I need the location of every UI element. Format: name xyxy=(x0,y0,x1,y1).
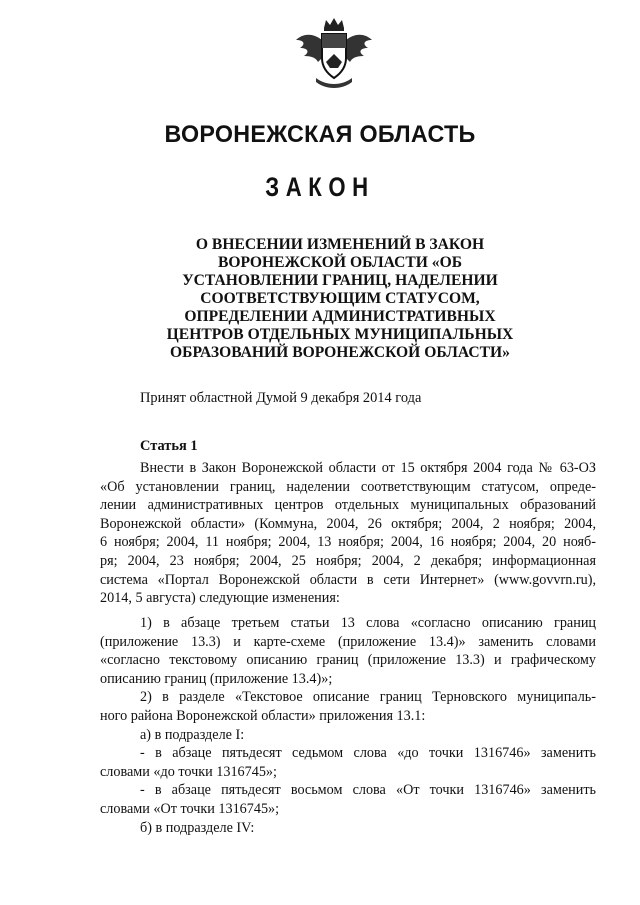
text-line: Воронежской области» (Коммуна, 2004, 26 октября; 2004, 2 ноября; 2004, xyxy=(100,515,596,532)
law-heading: ЗАКОН xyxy=(265,172,375,202)
law-title xyxy=(120,236,560,362)
text-line: система «Портал Воронежской области в сети Интернет» (www.govvrn.ru), xyxy=(100,571,596,588)
text-line: - в абзаце пятьдесят восьмом слова «От точки 1316746» заменить xyxy=(140,782,596,799)
text-line: Внести в Закон Воронежской области от 15 октября 2004 года № 63-ОЗ xyxy=(140,460,596,476)
region-heading: ВОРОНЕЖСКАЯ ОБЛАСТЬ xyxy=(164,121,476,148)
law-title-line: ЦЕНТРОВ ОТДЕЛЬНЫХ МУНИЦИПАЛЬНЫХ xyxy=(166,326,514,343)
text-line: «согласно текстовому описанию границ (приложение 13.3) и графическому xyxy=(100,652,596,669)
article-intro-paragraph xyxy=(100,459,596,608)
text-line: (приложение 13.3) и карте-схеме (приложение 13.4)» заменить словами xyxy=(100,633,596,650)
law-title-line: ОПРЕДЕЛЕНИИ АДМИНИСТРАТИВНЫХ xyxy=(184,308,496,325)
text-line: б) в подразделе IV: xyxy=(140,819,255,836)
text-line: «Об установлении границ, наделении соответствующим статусом, опреде- xyxy=(100,478,596,495)
text-line: 6 ноября; 2004, 11 ноября; 2004, 13 ноября; 2004, 16 ноября; 2004, 20 нояб- xyxy=(100,534,596,551)
text-line: - в абзаце пятьдесят седьмом слова «до точки 1316746» заменить xyxy=(140,745,596,762)
text-line: ря; 2004, 23 ноября; 2004, 25 ноября; 2004, 2 декабря; информационная xyxy=(100,552,596,569)
law-title-line: ВОРОНЕЖСКОЙ ОБЛАСТИ «ОБ xyxy=(217,254,463,271)
law-title-line: ОБРАЗОВАНИЙ ВОРОНЕЖСКОЙ ОБЛАСТИ» xyxy=(170,344,510,361)
text-line: а) в подразделе I: xyxy=(140,726,245,743)
text-line: 2) в разделе «Текстовое описание границ Терновского муниципаль- xyxy=(140,689,596,706)
coat-of-arms-icon xyxy=(294,18,374,92)
text-line: словами «до точки 1316745»; xyxy=(100,763,277,780)
text-line: 2014, 5 августа) следующие изменения: xyxy=(100,590,340,607)
law-title-line: СООТВЕТСТВУЮЩИМ СТАТУСОМ, xyxy=(200,290,480,307)
law-title-line: УСТАНОВЛЕНИИ ГРАНИЦ, НАДЕЛЕНИИ xyxy=(182,272,498,289)
text-line: 1) в абзаце третьем статьи 13 слова «согласно описанию границ xyxy=(140,615,596,631)
text-line: лении административных центров отдельных муниципальных образований xyxy=(100,497,596,514)
article-heading: Статья 1 xyxy=(140,438,198,454)
text-line: словами «От точки 1316745»; xyxy=(100,800,280,817)
adoption-date: Принят областной Думой 9 декабря 2014 года xyxy=(140,390,422,406)
text-line: ного района Воронежской области» приложения 13.1: xyxy=(100,707,426,724)
text-line: описанию границ (приложение 13.4)»; xyxy=(100,670,333,687)
amendments-list xyxy=(100,614,596,837)
law-title-line: О ВНЕСЕНИИ ИЗМЕНЕНИЙ В ЗАКОН xyxy=(195,236,485,253)
